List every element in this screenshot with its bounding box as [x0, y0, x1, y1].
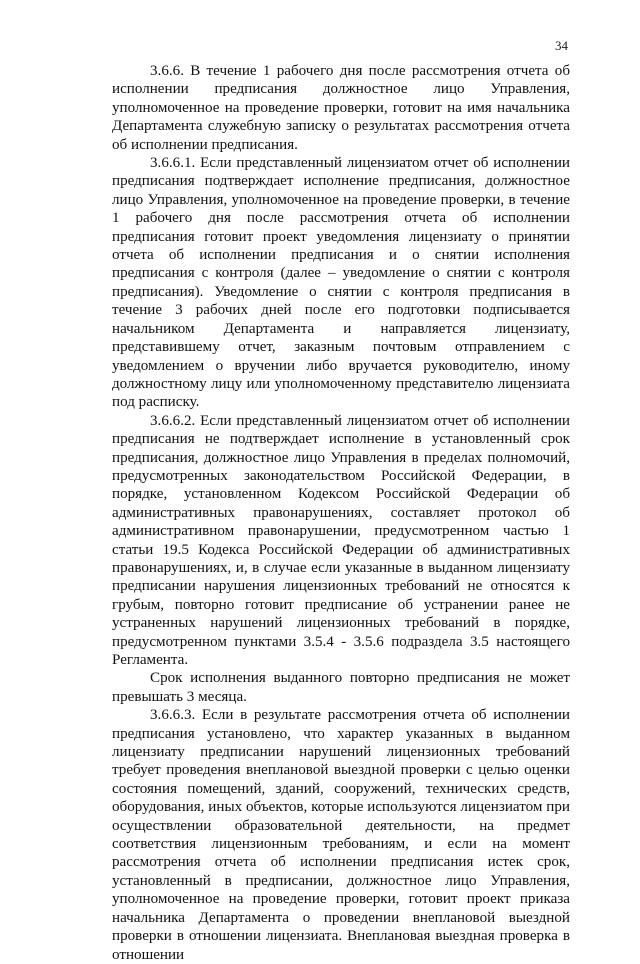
page-number: 34 — [555, 38, 568, 53]
paragraph-3-6-6-2: 3.6.6.2. Если представленный лицензиатом отчет об исполнении предписания не подтверждает исполнение в установленный срок предписания, должностное лицо Управления в пределах полномочий, предусмотренных законодательством Российской Федерации, в порядке, установленном Кодексом Российской Федерации об административных правонарушениях, составляет протокол об административном правонарушении, предусмотренном частью 1 статьи 19.5 Кодекса Российской Федерации об административных правонарушениях, и, в случае если указанные в выданном лицензиату предписании нарушения лицензионных требований не относятся к грубым, повторно готовит предписание об устранении ранее не устраненных нарушений лицензионных требований в порядке, предусмотренном пунктами 3.5.4 - 3.5.6 подраздела 3.5 настоящего Регламента. — [112, 412, 570, 668]
paragraph-term: Срок исполнения выданного повторно предписания не может превышать 3 месяца. — [112, 670, 570, 705]
paragraph-3-6-6-3: 3.6.6.3. Если в результате рассмотрения отчета об исполнении предписания установлено, что характер указанных в выданном лицензиату предписании нарушений лицензионных требований требует проведения внеплановой выездной проверки с целью оценки состояния помещений, зданий, сооружений, технических средств, оборудования, иных объектов, которые используются лицензиатом при осуществлении образовательной деятельности, на предмет соответствия лицензионным требованиям, и если на момент рассмотрения отчета об исполнении предписания истек срок, установленный в предписании, должностное лицо Управления, уполномоченное на проведение проверки, готовит проект приказа начальника Департамента о проведении внеплановой выездной проверки в отношении лицензиата. Внеплановая выездная проверка в отношении — [112, 707, 570, 963]
document-body — [112, 62, 570, 964]
paragraph-3-6-6: 3.6.6. В течение 1 рабочего дня после рассмотрения отчета об исполнении предписания должностное лицо Управления, уполномоченное на проведение проверки, готовит на имя начальника Департамента служебную записку о результатах рассмотрения отчета об исполнении предписания. — [112, 63, 570, 153]
paragraph-3-6-6-1: 3.6.6.1. Если представленный лицензиатом отчет об исполнении предписания подтверждает исполнение предписания, должностное лицо Управления, уполномоченное на проведение проверки, в течение 1 рабочего дня после рассмотрения отчета об исполнении предписания готовит проект уведомления лицензиату о принятии отчета об исполнении предписания и о снятии исполнения предписания с контроля (далее – уведомление о снятии с контроля предписания). Уведомление о снятии с контроля предписания в течение 3 рабочих дней после его подготовки подписывается начальником Департамента и направляется лицензиату, представившему отчет, заказным почтовым отправлением с уведомлением о вручении либо вручается руководителю, иному должностному лицу или уполномоченному представителю лицензиата под расписку. — [112, 155, 570, 411]
